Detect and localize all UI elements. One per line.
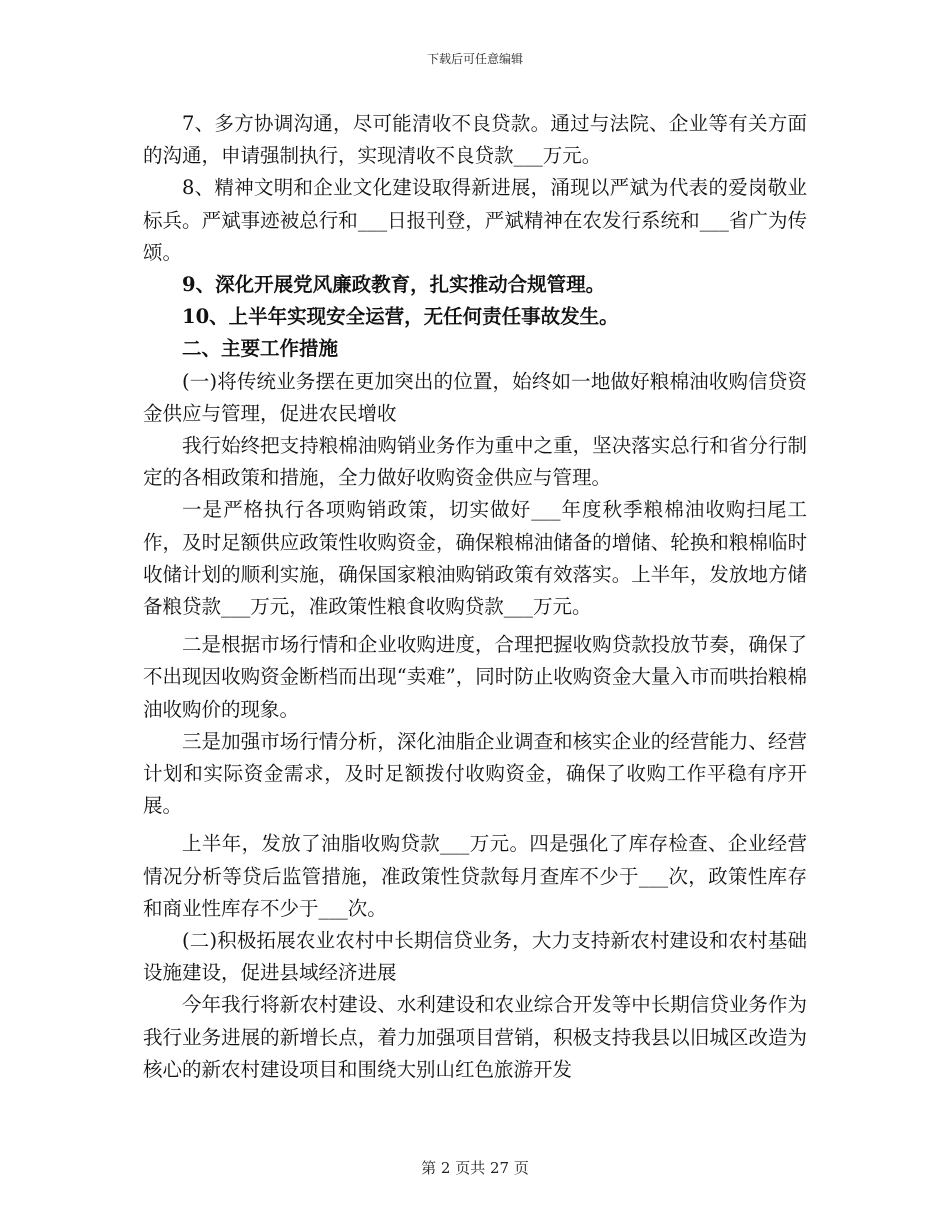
- subsection-heading: (一)将传统业务摆在更加突出的位置，始终如一地做好粮棉油收购信贷资金供应与管理，促进农民增收: [143, 369, 807, 425]
- document-body: [143, 108, 807, 1086]
- paragraph: 我行始终把支持粮棉油购销业务作为重中之重，坚决落实总行和省分行制定的各相政策和措施，全力做好收购资金供应与管理。: [143, 434, 807, 490]
- paragraph: 二是根据市场行情和企业收购进度，合理把握收购贷款投放节奏，确保了不出现因收购资金断档而出现“卖难”，同时防止收购资金大量入市而哄抬粮棉油收购价的现象。: [143, 633, 807, 721]
- section-heading: 二、主要工作措施: [182, 337, 339, 361]
- page-header: 下载后可任意编辑: [426, 52, 523, 66]
- paragraph: 一是严格执行各项购销政策，切实做好___年度秋季粮棉油收购扫尾工作，及时足额供应政策性收购资金，确保粮棉油储备的增储、轮换和粮棉临时收储计划的顺利实施，确保国家粮油购销政策有效落实。上半年，发放地方储备粮贷款___万元，准政策性粮食收购贷款___万元。: [143, 498, 807, 619]
- paragraph: 今年我行将新农村建设、水利建设和农业综合开发等中长期信贷业务作为我行业务进展的新增长点，着力加强项目营销，积极支持我县以旧城区改造为核心的新农村建设项目和围绕大别山红色旅游开发: [143, 993, 807, 1081]
- paragraph: 7、多方协调沟通，尽可能清收不良贷款。通过与法院、企业等有关方面的沟通，申请强制执行，实现清收不良贷款___万元。: [143, 112, 807, 168]
- paragraph: 9、深化开展党风廉政教育，扎实推动合规管理。: [182, 273, 606, 297]
- paragraph: 三是加强市场行情分析，深化油脂企业调查和核实企业的经营能力、经营计划和实际资金需求，及时足额拨付收购资金，确保了收购工作平稳有序开展。: [143, 729, 807, 818]
- page-footer: 第 2 页共 27 页: [421, 1159, 529, 1177]
- paragraph: 上半年，发放了油脂收购贷款___万元。四是强化了库存检查、企业经营情况分析等贷后监管措施，准政策性贷款每月查库不少于___次，政策性库存和商业性库存不少于___次。: [143, 832, 807, 920]
- paragraph: 8、精神文明和企业文化建设取得新进展，涌现以严斌为代表的爱岗敬业标兵。严斌事迹被总行和___日报刊登，严斌精神在农发行系统和___省广为传颂。: [143, 176, 807, 264]
- paragraph: 10、上半年实现安全运营，无任何责任事故发生。: [182, 305, 619, 329]
- subsection-heading: (二)积极拓展农业农村中长期信贷业务，大力支持新农村建设和农村基础设施建设，促进县域经济进展: [143, 929, 807, 985]
